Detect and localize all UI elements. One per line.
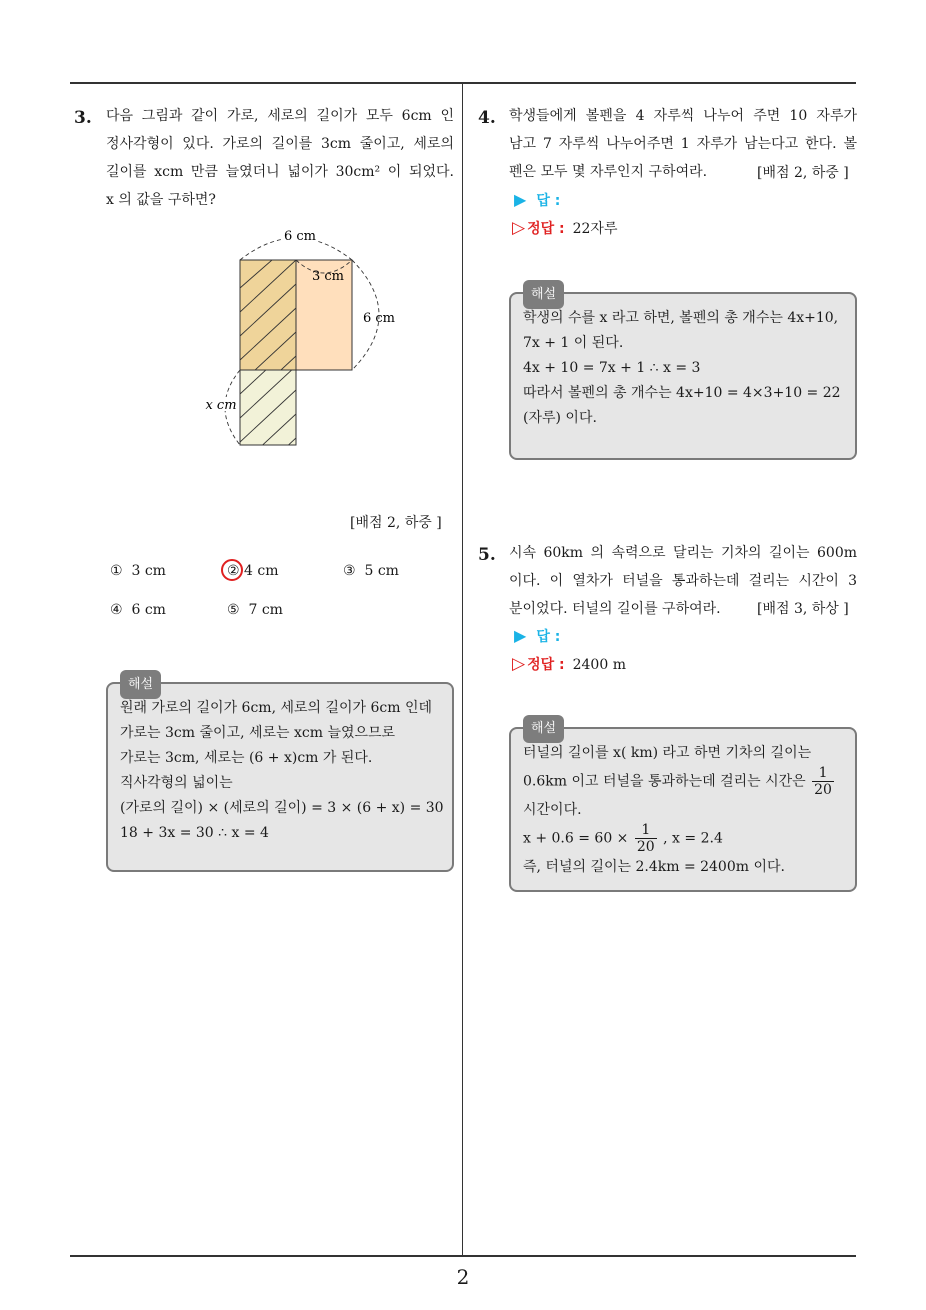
question-4-answer-row <box>514 190 560 210</box>
choice-4-text: 6 cm <box>131 602 166 618</box>
q4-solution-line-2: 7x + 1 이 된다. <box>523 335 624 351</box>
figure-left-label: x cm <box>205 398 237 413</box>
q3-solution-line-5: (가로의 길이) × (세로의 길이) = 3 × (6 + x) = 30 <box>120 800 444 816</box>
correct-arrow-icon: ▷ <box>512 218 526 238</box>
question-3-solution-box <box>106 677 454 872</box>
q4-solution-line-3: 4x + 10 = 7x + 1 ∴ x = 3 <box>523 360 701 376</box>
question-3-line-1: 다음 그림과 같이 가로, 세로의 길이가 모두 6cm 인 <box>106 108 454 124</box>
question-4-line-3: 펜은 모두 몇 자루인지 구하여라. <box>509 164 708 180</box>
figure-top-label: 6 cm <box>283 229 317 244</box>
q4-solution-line-5: (자루) 이다. <box>523 410 597 426</box>
question-4-line-1: 학생들에게 볼펜을 4 자루씩 나누어 주면 10 자루가 <box>509 108 857 124</box>
q5-solution-line-2-text: 0.6km 이고 터널을 통과하는데 걸리는 시간은 <box>523 773 806 790</box>
q3-solution-line-6: 18 + 3x = 30 ∴ x = 4 <box>120 825 269 841</box>
q5-fraction-1-den: 20 <box>814 782 832 798</box>
question-3-solution-tag: 해설 <box>120 670 161 699</box>
question-4-correct-value: 22자루 <box>572 221 618 237</box>
q5-fraction-2-num: 1 <box>635 822 657 839</box>
question-4-number: 4. <box>478 108 496 128</box>
question-4-line-2: 남고 7 자루씩 나누어주면 1 자루가 남는다고 한다. 볼 <box>509 136 857 152</box>
question-4-correct-row <box>512 218 617 238</box>
choice-1-mark: ① <box>110 563 123 579</box>
page-number: 2 <box>456 1265 470 1289</box>
choice-3-text: 5 cm <box>364 563 399 579</box>
question-5-correct-value: 2400 m <box>572 657 626 673</box>
choice-5-text: 7 cm <box>248 602 283 618</box>
q5-solution-line-5: 즉, 터널의 길이는 2.4km = 2400m 이다. <box>523 859 785 875</box>
question-3-line-2: 정사각형이 있다. 가로의 길이를 3cm 줄이고, 세로의 <box>106 136 454 152</box>
question-3-figure <box>196 222 396 452</box>
question-5-solution-tag: 해설 <box>523 715 564 743</box>
question-4-solution-box <box>509 287 857 460</box>
q5-solution-line-4 <box>523 822 843 855</box>
q5-solution-line-3: 시간이다. <box>523 802 582 818</box>
question-5-line-2: 이다. 이 열차가 터널을 통과하는데 걸리는 시간이 3 <box>509 573 857 589</box>
question-5-solution-box <box>509 721 857 892</box>
question-5-correct-row <box>512 654 626 674</box>
q4-solution-line-1: 학생의 수를 x 라고 하면, 볼펜의 총 개수는 4x+10, <box>523 310 839 326</box>
column-divider <box>462 82 463 1257</box>
choice-3-mark: ③ <box>343 563 356 579</box>
question-5-line-3: 분이었다. 터널의 길이를 구하여라. <box>509 601 721 617</box>
question-3-score: [배점 2, 하중 ] <box>350 515 442 531</box>
question-3-line-3: 길이를 xcm 만큼 늘였더니 넓이가 30cm² 이 되었다. <box>106 164 454 180</box>
question-4-correct-label: 정답 : <box>527 221 565 237</box>
question-3-line-4: x 의 값을 구하면? <box>106 192 216 208</box>
question-4-solution-tag: 해설 <box>523 280 564 309</box>
question-5-answer-row <box>514 626 560 646</box>
question-3-number: 3. <box>74 108 92 128</box>
q5-solution-line-4-pre: x + 0.6 = 60 × <box>523 830 629 847</box>
question-4-answer-label: 답 : <box>536 193 561 209</box>
choice-1[interactable] <box>110 563 166 579</box>
choice-2-mark: ② <box>227 563 240 579</box>
figure-hatched-rect <box>240 260 296 370</box>
choice-2[interactable] <box>227 563 279 579</box>
choice-2-text: 4 cm <box>244 563 279 579</box>
choice-3[interactable] <box>343 563 399 579</box>
choice-4[interactable] <box>110 602 166 618</box>
q4-solution-line-4: 따라서 볼펜의 총 개수는 4x+10 = 4×3+10 = 22 <box>523 385 841 401</box>
q3-solution-line-3: 가로는 3cm, 세로는 (6 + x)cm 가 된다. <box>120 750 373 766</box>
q5-fraction-1 <box>812 765 834 798</box>
question-5-answer-label: 답 : <box>536 629 561 645</box>
figure-inner-label: 3 cm <box>311 269 345 284</box>
q5-fraction-2-den: 20 <box>636 839 655 855</box>
question-5-number: 5. <box>478 545 496 565</box>
choice-5-mark: ⑤ <box>227 602 240 618</box>
q3-solution-line-1: 원래 가로의 길이가 6cm, 세로의 길이가 6cm 인데 <box>120 700 433 716</box>
q5-fraction-2 <box>635 822 657 855</box>
choice-5[interactable] <box>227 602 283 618</box>
question-4-score: [배점 2, 하중 ] <box>757 165 849 181</box>
q5-solution-line-1: 터널의 길이를 x( km) 라고 하면 기차의 길이는 <box>523 745 812 761</box>
answer-arrow-icon: ▶ <box>514 190 527 209</box>
question-3-text <box>106 102 454 214</box>
question-5-correct-label: 정답 : <box>527 657 565 673</box>
q5-fraction-1-num: 1 <box>812 765 834 782</box>
q5-solution-line-2 <box>523 765 843 798</box>
correct-arrow-icon: ▷ <box>512 654 526 674</box>
top-rule <box>70 82 856 84</box>
question-5-score: [배점 3, 하상 ] <box>757 601 849 617</box>
q3-solution-line-2: 가로는 3cm 줄이고, 세로는 xcm 늘였으므로 <box>120 725 396 741</box>
question-5-line-1: 시속 60km 의 속력으로 달리는 기차의 길이는 600m <box>509 545 857 561</box>
bottom-rule <box>70 1255 856 1257</box>
answer-arrow-icon: ▶ <box>514 626 527 645</box>
choice-1-text: 3 cm <box>131 563 166 579</box>
q5-solution-line-4-post: , x = 2.4 <box>663 830 723 847</box>
choice-4-mark: ④ <box>110 602 123 618</box>
q3-solution-line-4: 직사각형의 넓이는 <box>120 775 233 791</box>
figure-right-label: 6 cm <box>362 311 396 326</box>
